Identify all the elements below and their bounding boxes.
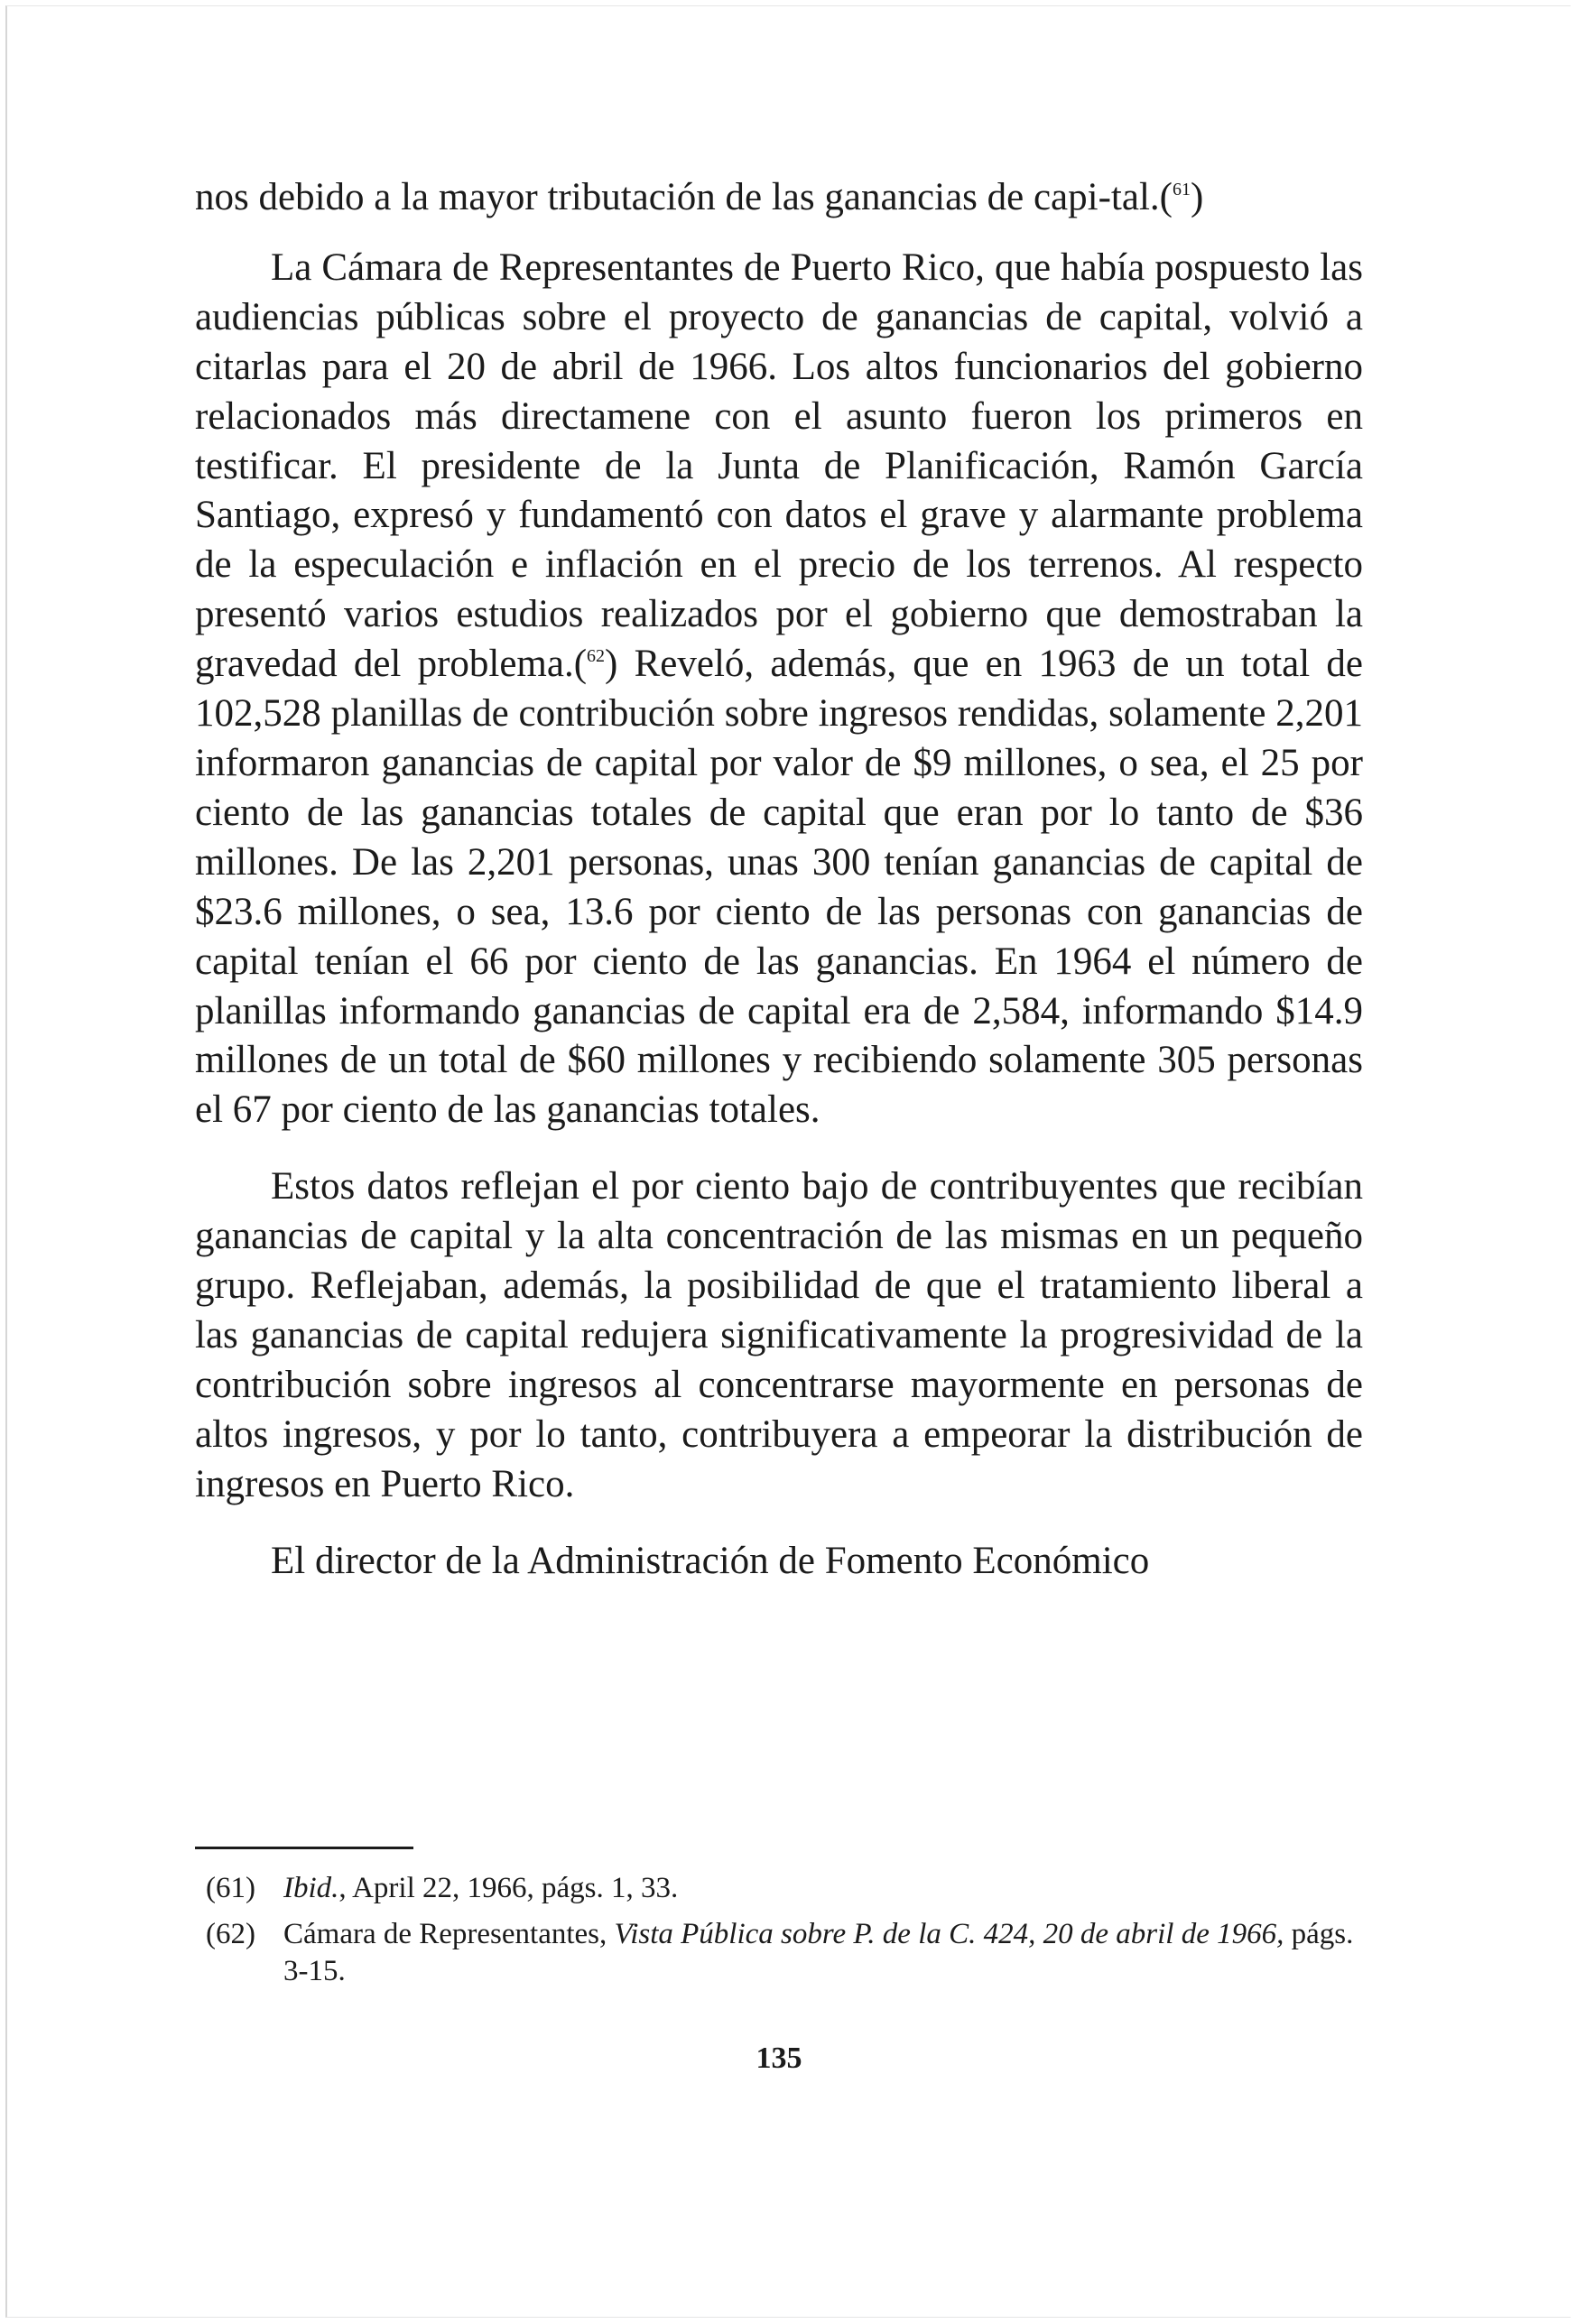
footnote-body [283, 1916, 1363, 1990]
paragraph-1-text: nos debido a la mayor tributación de las ganancias de capi-tal.( [195, 176, 1173, 218]
footnote-ref-61: 61 [1172, 180, 1191, 199]
paragraph-1 [195, 173, 1363, 223]
footnote-ref-62: 62 [587, 646, 606, 667]
footnote-number: (62) [206, 1918, 255, 1950]
footnote-number: (61) [206, 1872, 255, 1904]
paragraph-4: El director de la Administración de Fomento Económico [271, 1539, 1150, 1582]
footnote-62 [195, 1916, 1363, 1990]
footnote-body [283, 1870, 1363, 1907]
footnote-61 [195, 1870, 1363, 1907]
paragraph-2 [195, 244, 1363, 1135]
footnote-plain: Cámara de Representantes, [283, 1918, 615, 1950]
paragraph-1-close: ) [1190, 176, 1204, 218]
paragraph-2-text-a: La Cámara de Representantes de Puerto Rico, que había pospuesto las audiencias públicas sobre el proyecto de ganancias de capital, volvió a citarlas para el 20 de abril de 1966. Los altos funcionarios del gobierno relacionados más directamene con el asunto fueron los primeros en testificar. El presidente de la Junta de Planificación, Ramón García Santiago, expresó y fundamentó con datos el grave y alarmante problema de la especulación e inflación en el precio de los terrenos. Al respecto presentó varios estudios realizados por el gobierno que demostraban la gravedad del problema.( [195, 245, 1363, 686]
footnotes [195, 1870, 1363, 1999]
footnote-rest: págs. 3-15. [283, 1918, 1354, 1987]
footnote-divider [195, 1847, 413, 1849]
footnote-italic: Ibid. [283, 1872, 339, 1904]
page-number: 135 [756, 2042, 802, 2075]
paragraph-3: Estos datos reflejan el por ciento bajo de contribuyentes que recibían ganancias de capital y la alta concentración de las mismas en un pequeño grupo. Reflejaban, además, la posibilidad de que el tratamiento liberal a las ganancias de capital redujera significativamente la progresividad de la contribución sobre ingresos al concentrarse mayormente en personas de altos ingresos, y por lo tanto, contribuyera a empeorar la distribución de ingresos en Puerto Rico. [195, 1165, 1363, 1505]
footnote-italic: Vista Pública sobre P. de la C. 424, 20 de abril de 1966, [614, 1918, 1284, 1950]
paragraph-2-text-b: ) Reveló, además, que en 1963 de un total de 102,528 planillas de contribución sobre ingresos rendidas, solamente 2,201 informaron ganancias de capital por valor de $9 millones, o sea, el 25 por ciento de las ganancias totales de capital que eran por lo tanto de $36 millones. De las 2,201 personas, unas 300 tenían ganancias de capital de $23.6 millones, o sea, 13.6 por ciento de las personas con ganancias de capital tenían el 66 por ciento de las ganancias. En 1964 el número de planillas informando ganancias de capital era de 2,584, informando $14.9 millones de un total de $60 millones y recibiendo solamente 305 personas el 67 por ciento de las ganancias totales. [195, 643, 1364, 1132]
footnote-rest: , April 22, 1966, págs. 1, 33. [338, 1872, 679, 1904]
main-text [195, 173, 1363, 1586]
